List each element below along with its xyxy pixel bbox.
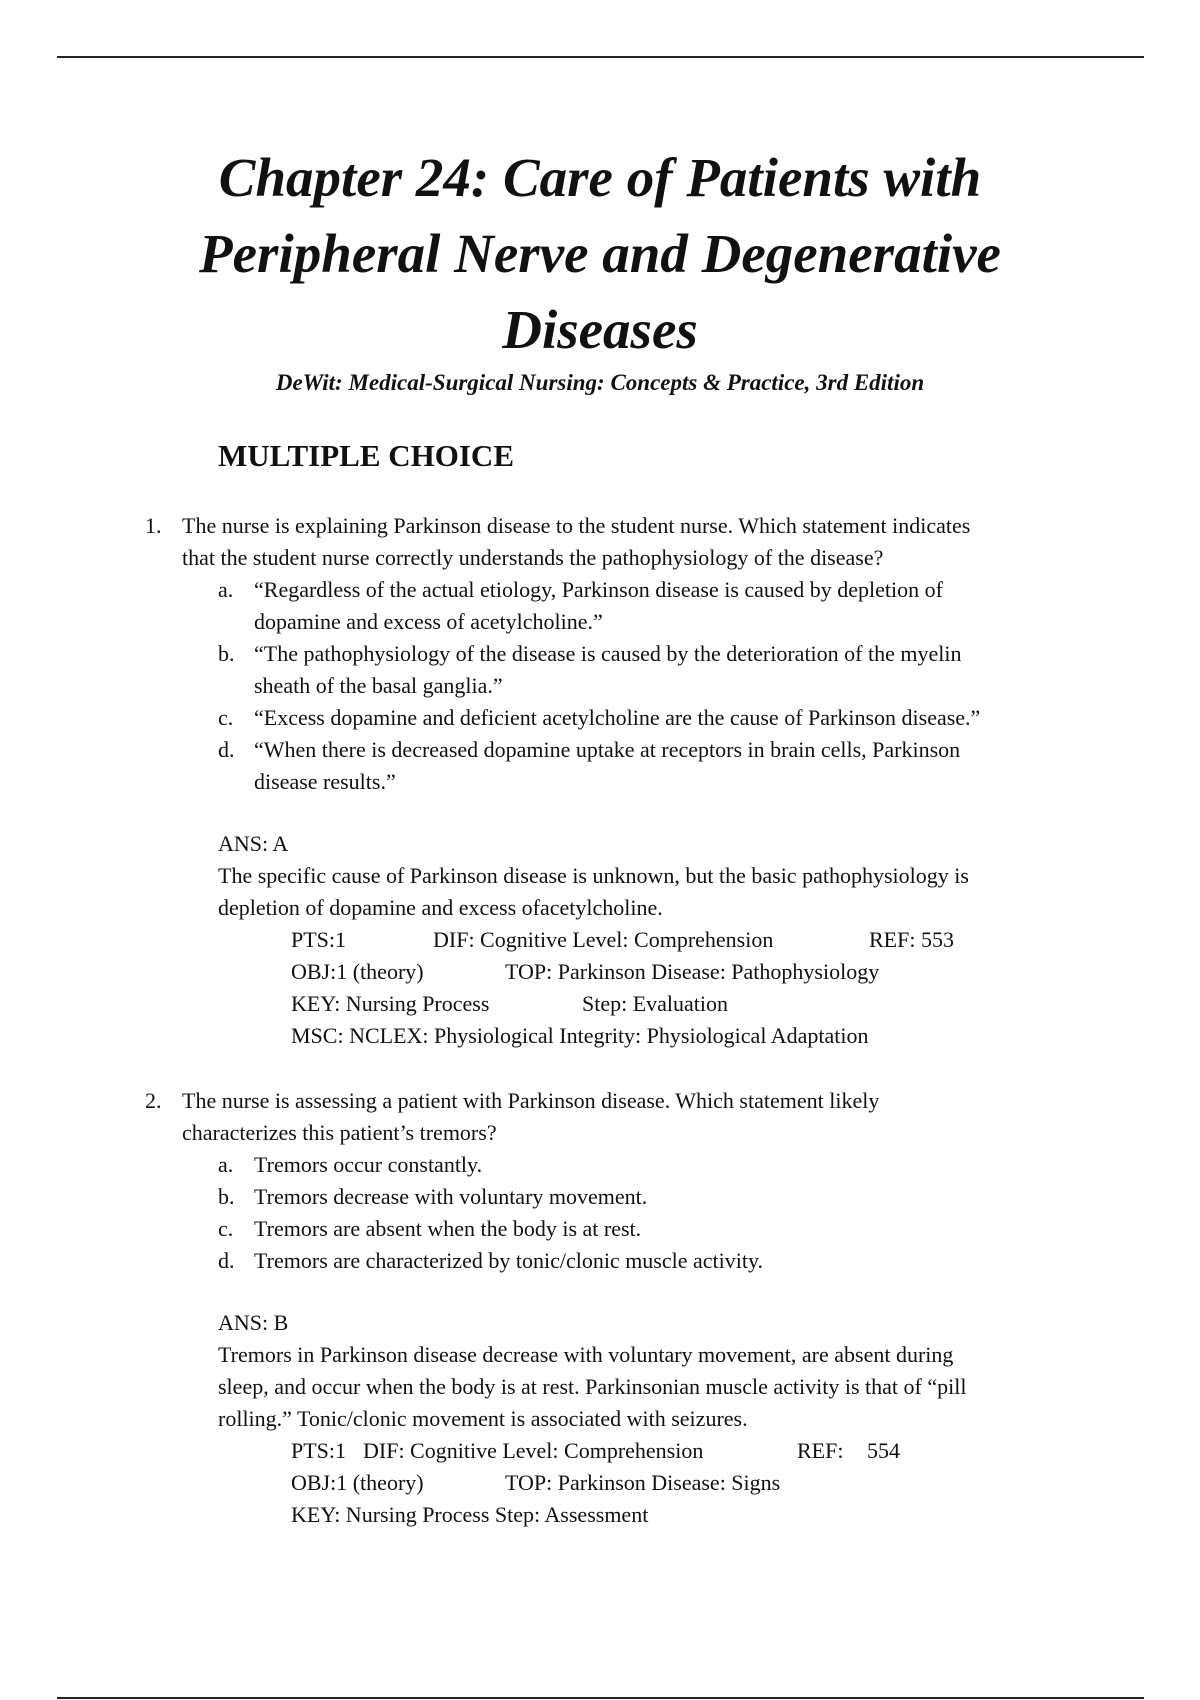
meta-line <box>291 924 1075 956</box>
choice-d <box>145 734 1075 798</box>
bottom-rule <box>57 1697 1144 1699</box>
stem-line: The nurse is assessing a patient with Parkinson disease. Which statement likely <box>182 1088 880 1113</box>
choice-letter: d. <box>218 737 235 762</box>
choice-letter: a. <box>218 577 234 602</box>
question-number: 1. <box>145 513 162 538</box>
meta-line <box>291 1499 1075 1531</box>
choice-line: disease results.” <box>254 769 396 794</box>
meta-dif: DIF: Cognitive Level: Comprehension <box>433 927 774 952</box>
choice-line: sheath of the basal ganglia.” <box>254 673 503 698</box>
choice-list <box>145 1149 1075 1277</box>
answer-key: ANS: B <box>218 1310 289 1335</box>
meta-ref-label: REF: <box>797 1438 844 1463</box>
question-metadata <box>218 924 1075 1052</box>
choice-letter: b. <box>218 1184 235 1209</box>
meta-pts: PTS:1 <box>291 927 347 952</box>
meta-pts: PTS:1 <box>291 1438 347 1463</box>
choice-letter: c. <box>218 1216 234 1241</box>
choice-b <box>145 638 1075 702</box>
choice-line: “When there is decreased dopamine uptake at receptors in brain cells, Parkinson <box>254 737 961 762</box>
choice-line: Tremors occur constantly. <box>254 1152 483 1177</box>
choice-b <box>145 1181 1075 1213</box>
answer-block <box>145 828 1075 1052</box>
choice-letter: d. <box>218 1248 235 1273</box>
page-title <box>100 140 1100 368</box>
choice-c <box>145 1213 1075 1245</box>
choice-line: “Regardless of the actual etiology, Parkinson disease is caused by depletion of <box>254 577 943 602</box>
meta-key: KEY: Nursing Process <box>291 991 490 1016</box>
rationale-line: rolling.” Tonic/clonic movement is associated with seizures. <box>218 1406 748 1431</box>
choice-a <box>145 1149 1075 1181</box>
meta-step: Step: Evaluation <box>582 991 729 1016</box>
title-line: Diseases <box>502 299 698 360</box>
question-stem <box>145 510 1075 574</box>
answer-key: ANS: A <box>218 831 289 856</box>
top-rule <box>57 56 1144 58</box>
stem-line: characterizes this patient’s tremors? <box>182 1120 497 1145</box>
meta-obj: OBJ:1 (theory) <box>291 1470 424 1495</box>
choice-letter: b. <box>218 641 235 666</box>
choice-c <box>145 702 1075 734</box>
answer-block <box>145 1307 1075 1531</box>
stem-line: The nurse is explaining Parkinson disease to the student nurse. Which statement indicates <box>182 513 971 538</box>
meta-line <box>291 1467 1075 1499</box>
choice-list <box>145 574 1075 798</box>
meta-line <box>291 1020 1075 1052</box>
question-2 <box>145 1085 1075 1531</box>
meta-ref-value: 554 <box>867 1438 900 1463</box>
rationale-line: sleep, and occur when the body is at rest. Parkinsonian muscle activity is that of “pill <box>218 1374 967 1399</box>
title-line: Chapter 24: Care of Patients with <box>218 147 982 208</box>
meta-msc: MSC: NCLEX: Physiological Integrity: Physiological Adaptation <box>291 1023 869 1048</box>
meta-top: TOP: Parkinson Disease: Pathophysiology <box>505 959 880 984</box>
meta-top: TOP: Parkinson Disease: Signs <box>505 1470 781 1495</box>
question-number: 2. <box>145 1088 162 1113</box>
choice-letter: c. <box>218 705 234 730</box>
question-metadata <box>218 1435 1075 1531</box>
meta-line <box>291 1435 1075 1467</box>
meta-line <box>291 988 1075 1020</box>
choice-line: Tremors decrease with voluntary movement. <box>254 1184 648 1209</box>
rationale-line: depletion of dopamine and excess ofacetylcholine. <box>218 895 663 920</box>
choice-line: dopamine and excess of acetylcholine.” <box>254 609 603 634</box>
meta-ref: REF: 553 <box>869 927 954 952</box>
meta-dif: DIF: Cognitive Level: Comprehension <box>363 1438 704 1463</box>
meta-line <box>291 956 1075 988</box>
choice-a <box>145 574 1075 638</box>
rationale-line: The specific cause of Parkinson disease is unknown, but the basic pathophysiology is <box>218 863 969 888</box>
meta-key: KEY: Nursing Process Step: Assessment <box>291 1502 649 1527</box>
stem-line: that the student nurse correctly understands the pathophysiology of the disease? <box>182 545 884 570</box>
section-heading: MULTIPLE CHOICE <box>218 438 514 473</box>
book-subtitle: DeWit: Medical-Surgical Nursing: Concepts & Practice, 3rd Edition <box>275 370 925 395</box>
title-line: Peripheral Nerve and Degenerative <box>199 223 1001 284</box>
choice-line: “Excess dopamine and deficient acetylcholine are the cause of Parkinson disease.” <box>254 705 981 730</box>
choice-letter: a. <box>218 1152 234 1177</box>
rationale-line: Tremors in Parkinson disease decrease with voluntary movement, are absent during <box>218 1342 954 1367</box>
meta-obj: OBJ:1 (theory) <box>291 959 424 984</box>
question-1 <box>145 510 1075 1052</box>
choice-line: “The pathophysiology of the disease is caused by the deterioration of the myelin <box>254 641 962 666</box>
choice-line: Tremors are characterized by tonic/clonic muscle activity. <box>254 1248 764 1273</box>
choice-d <box>145 1245 1075 1277</box>
question-stem <box>145 1085 1075 1149</box>
choice-line: Tremors are absent when the body is at rest. <box>254 1216 642 1241</box>
